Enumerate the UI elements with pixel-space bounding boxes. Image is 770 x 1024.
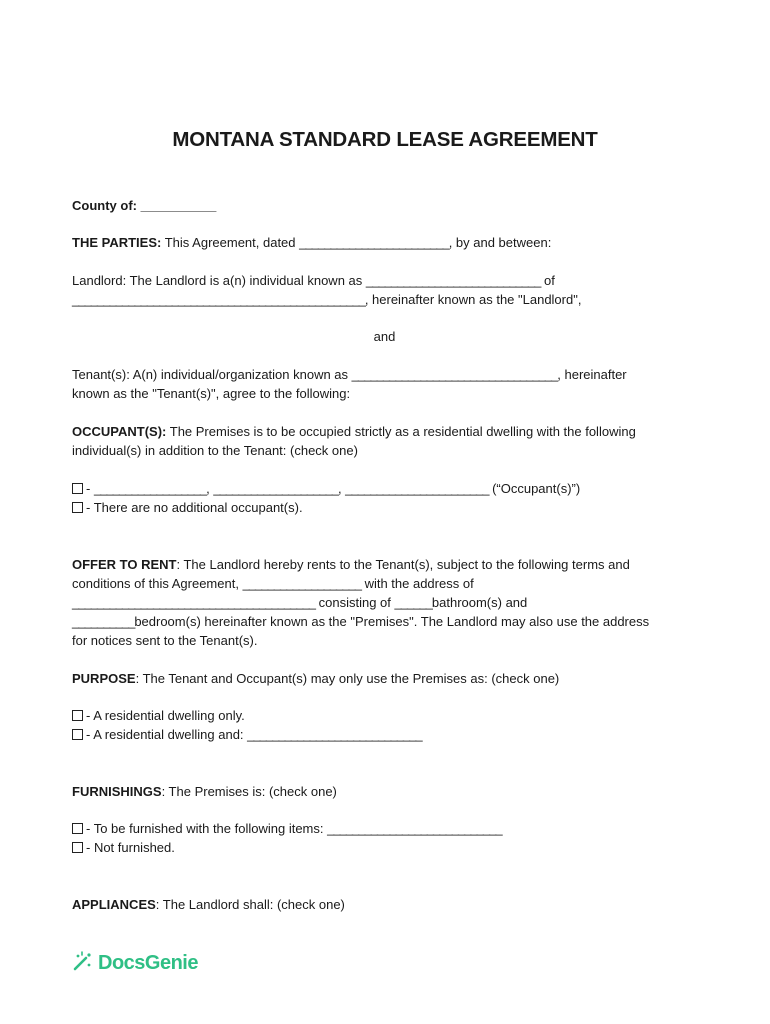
appliances-heading: APPLIANCES — [72, 897, 156, 912]
premises-address-blank[interactable]: _______________________________________ — [72, 595, 315, 610]
docsgenie-logo[interactable] — [72, 950, 198, 976]
tenant-text: Tenant(s): A(n) individual/organization known as — [72, 367, 349, 382]
furnishings-line — [72, 782, 697, 801]
offer-text-3b: bathroom(s) and — [431, 595, 528, 610]
furnishings-option-2-label: - Not furnished. — [86, 840, 175, 855]
occupant-blank-3[interactable]: _______________________ — [345, 481, 489, 496]
checkbox-furnished[interactable] — [72, 823, 83, 834]
checkbox-residential-only[interactable] — [72, 710, 83, 721]
county-blank[interactable]: ____________ — [140, 198, 216, 213]
purpose-heading: PURPOSE — [72, 671, 136, 686]
offer-text-2: conditions of this Agreement, — [72, 576, 239, 591]
appliances-text: : The Landlord shall: (check one) — [155, 897, 345, 912]
offer-text-4: bedroom(s) hereinafter known as the "Premises". The Landlord may also use the address — [134, 614, 650, 629]
landlord-line-1 — [72, 271, 697, 290]
furnishings-text: : The Premises is: (check one) — [161, 784, 337, 799]
landlord-of: of — [543, 273, 555, 288]
occupants-heading: OCCUPANT(S): — [72, 424, 167, 439]
tenant-line-2: known as the "Tenant(s)", agree to the following: — [72, 386, 351, 401]
landlord-address-blank[interactable]: _______________________________________________ — [72, 292, 365, 307]
document-title: MONTANA STANDARD LEASE AGREEMENT — [172, 128, 598, 151]
occupants-option-2 — [72, 498, 697, 517]
and-text: and — [373, 329, 396, 344]
parties-heading: THE PARTIES: — [72, 235, 162, 250]
occupants-text: The Premises is to be occupied strictly as a residential dwelling with the following — [169, 424, 636, 439]
offer-text-1: : The Landlord hereby rents to the Tenant(s), subject to the following terms and — [176, 557, 630, 572]
magic-wand-icon — [72, 950, 94, 977]
offer-line-5: for notices sent to the Tenant(s). — [72, 633, 258, 648]
checkbox-not-furnished[interactable] — [72, 842, 83, 853]
offer-line-2 — [72, 574, 697, 593]
purpose-option-1-label: - A residential dwelling only. — [86, 708, 245, 723]
brand-name: DocsGenie — [98, 951, 198, 974]
furnishings-option-1 — [72, 819, 697, 838]
checkbox-occupants-listed[interactable] — [72, 483, 83, 494]
purpose-line — [72, 669, 697, 688]
offer-line-1 — [72, 555, 697, 574]
furnishings-blank[interactable]: ____________________________ — [327, 821, 502, 836]
tenant-name-blank[interactable]: _________________________________ — [351, 367, 558, 382]
parties-text-end: , by and between: — [448, 235, 552, 250]
occupants-suffix: (“Occupant(s)”) — [488, 481, 581, 496]
furnishings-heading: FURNISHINGS — [72, 784, 162, 799]
occupants-line-1 — [72, 422, 697, 441]
county-label: County of: — [72, 198, 137, 213]
offer-heading: OFFER TO RENT — [72, 557, 177, 572]
bedrooms-blank[interactable]: __________ — [72, 614, 135, 629]
offer-line-4 — [72, 612, 697, 631]
tenant-line-1 — [72, 365, 697, 384]
purpose-option-2-label: - A residential dwelling and: — [86, 727, 244, 742]
checkbox-residential-and[interactable] — [72, 729, 83, 740]
checkbox-no-occupants[interactable] — [72, 502, 83, 513]
offer-text-2b: with the address of — [364, 576, 474, 591]
purpose-text: : The Tenant and Occupant(s) may only use the Premises as: (check one) — [135, 671, 560, 686]
purpose-option-1 — [72, 706, 697, 725]
furnishings-option-2 — [72, 838, 697, 857]
parties-line — [72, 233, 697, 252]
bathrooms-blank[interactable]: ______ — [394, 595, 432, 610]
occupants-option-2-label: - There are no additional occupant(s). — [86, 500, 303, 515]
landlord-line-2 — [72, 290, 697, 309]
occupants-line-2: individual(s) in addition to the Tenant: (check one) — [72, 443, 358, 458]
offer-text-3: consisting of — [318, 595, 391, 610]
appliances-line — [72, 895, 697, 914]
occupants-option-1: - __________________, ____________________, _______________________ (“Occupant(s)”) — [72, 479, 697, 498]
parties-text: This Agreement, dated — [164, 235, 296, 250]
option-dash: - — [86, 481, 94, 496]
purpose-blank[interactable]: ____________________________ — [247, 727, 422, 742]
purpose-option-2 — [72, 725, 697, 744]
occupant-blank-1[interactable]: __________________ — [93, 481, 207, 496]
furnishings-option-1-label: - To be furnished with the following items: — [86, 821, 324, 836]
landlord-text: Landlord: The Landlord is a(n) individual known as — [72, 273, 363, 288]
offer-blank-1[interactable]: ___________________ — [242, 576, 361, 591]
tenant-hereinafter: , hereinafter — [557, 367, 627, 382]
landlord-name-blank[interactable]: ____________________________ — [365, 273, 541, 288]
landlord-hereinafter: , hereinafter known as the "Landlord", — [364, 292, 582, 307]
agreement-date-blank[interactable]: ________________________ — [299, 235, 449, 250]
county-line — [72, 196, 697, 215]
offer-line-3 — [72, 593, 697, 612]
occupant-blank-2[interactable]: ____________________ — [213, 481, 338, 496]
